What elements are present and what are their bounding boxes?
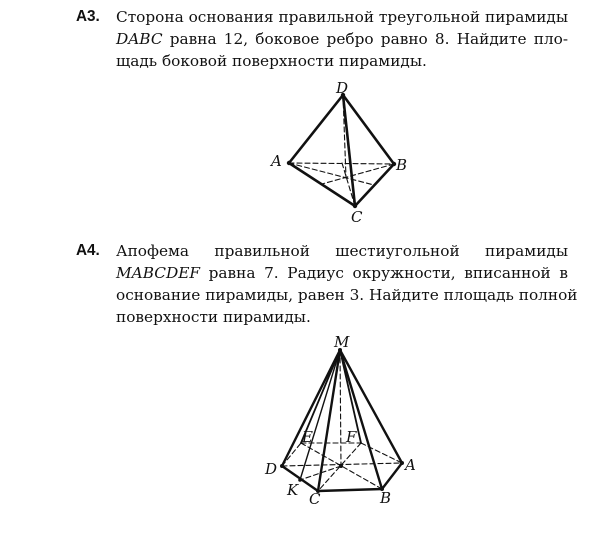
edge-MA [340, 350, 402, 463]
problem-number: A4. [76, 242, 100, 259]
height-hidden [340, 350, 341, 466]
text-line: основание пирамиды, равен 3. Найдите площадь полной [116, 286, 578, 304]
label-C: C [309, 490, 321, 508]
text-line: Сторона основания правильной треугольной пирамиды [116, 8, 568, 26]
text-line: Апофема правильной шестиугольной пирамиды [116, 242, 568, 260]
pyramid-name: MABCDEF [116, 264, 200, 282]
point-K [298, 478, 302, 482]
text-fragment: равна 7. Радиус окружности, вписанной в [199, 264, 568, 282]
text-fragment: равна 12, боковое ребро равно 8. Найдите пло- [162, 30, 568, 48]
text-line: поверхности пирамиды. [116, 308, 311, 326]
edge-CB [318, 489, 382, 491]
vertex-A [400, 461, 404, 465]
pyramid-name: DABC [116, 30, 163, 48]
label-C: C [351, 208, 363, 226]
label-A: A [271, 152, 282, 170]
label-B: B [380, 489, 392, 507]
label-A: A [405, 456, 416, 474]
label-D: D [265, 460, 278, 478]
label-B: B [396, 156, 408, 174]
label-D: D [336, 79, 349, 97]
label-M: M [334, 333, 350, 351]
label-E: E [302, 428, 313, 446]
apothem-MK [300, 350, 340, 480]
text-line: щадь боковой поверхности пирамиды. [116, 52, 427, 70]
problem-number: A3. [76, 8, 100, 25]
label-F: F [346, 428, 357, 446]
center-O [339, 464, 343, 468]
vertex-D [280, 464, 284, 468]
edge-BA [382, 463, 402, 489]
label-K: K [287, 481, 299, 499]
